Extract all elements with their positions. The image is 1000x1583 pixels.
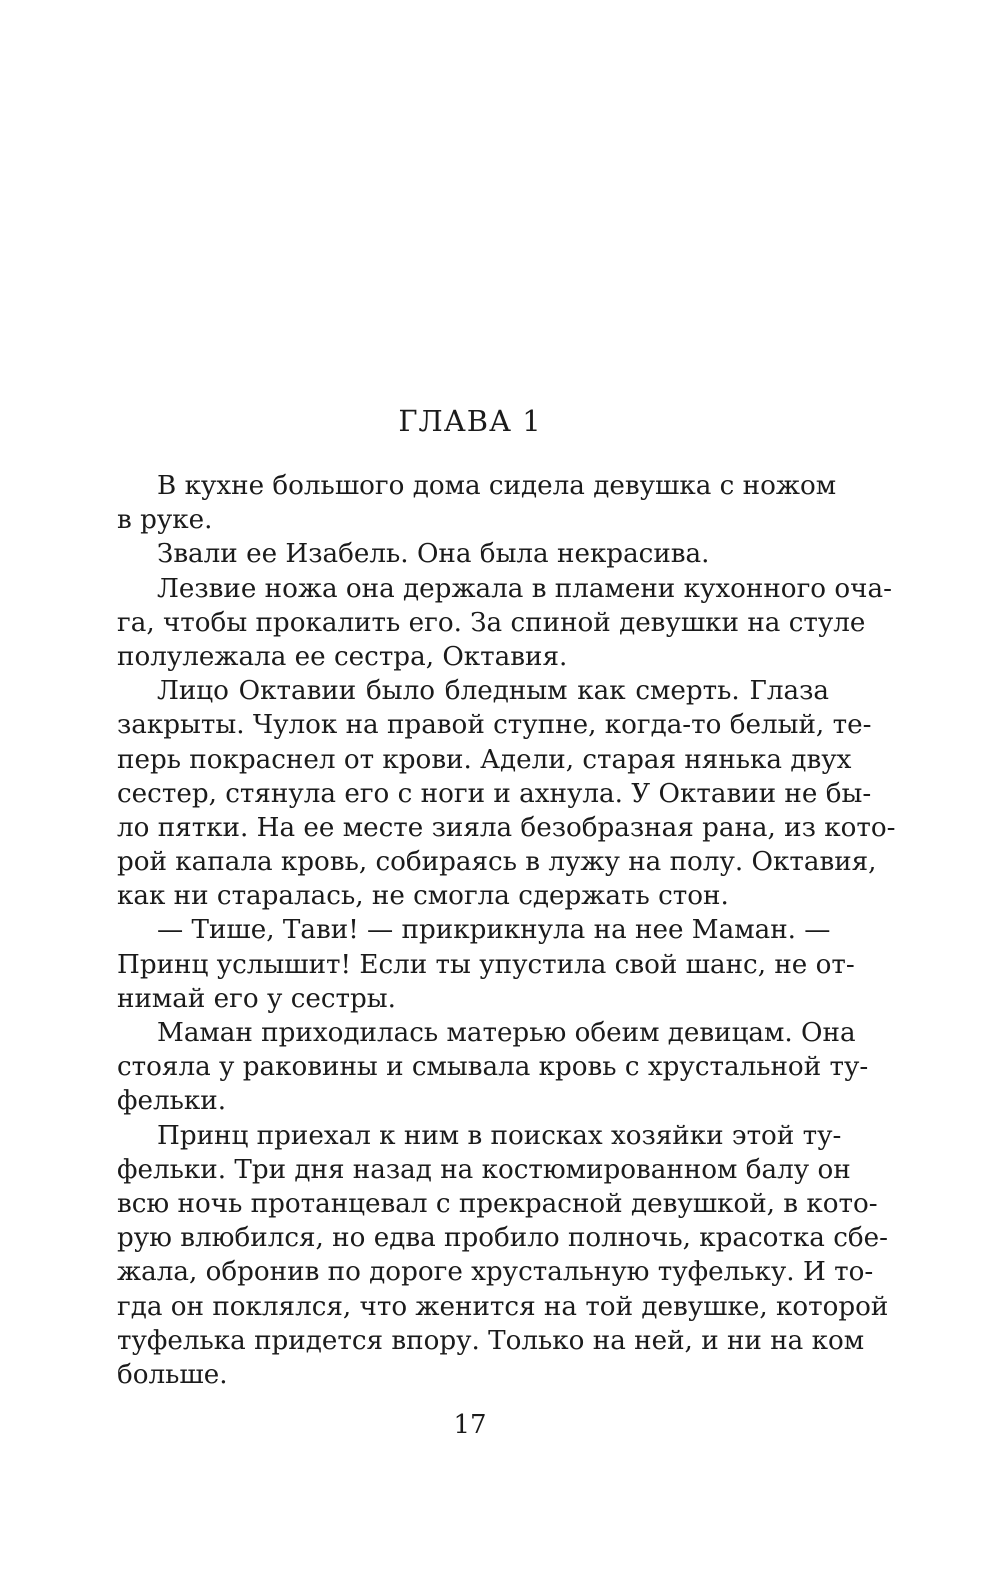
text-line: сестер, стянула его с ноги и ахнула. У Октавии не бы- (117, 778, 872, 809)
text-line: фельки. Три дня назад на костюмированном балу он (117, 1154, 851, 1185)
text-line: Лицо Октавии было бледным как смерть. Глаза (157, 676, 829, 707)
text-line: рой капала кровь, собираясь в лужу на полу. Октавия, (117, 847, 877, 878)
text-line: жала, обронив по дороге хрустальную туфельку. И то- (117, 1257, 874, 1288)
text-line: Звали ее Изабель. Она была некрасива. (157, 539, 710, 570)
text-line: Лезвие ножа она держала в пламени кухонного оча- (157, 573, 892, 604)
text-line: В кухне большого дома сидела девушка с ножом (157, 471, 837, 501)
text-line: в руке. (117, 505, 213, 536)
text-line: всю ночь протанцевал с прекрасной девушкой, в кото- (117, 1188, 878, 1219)
chapter-body (117, 469, 896, 1392)
chapter-title: ГЛАВА 1 (398, 404, 542, 438)
text-line: перь покраснел от крови. Адели, старая нянька двух (117, 744, 852, 775)
text-line: Маман приходилась матерью обеим девицам. Она (157, 1018, 856, 1048)
text-line: стояла у раковины и смывала кровь с хрустальной ту- (117, 1052, 869, 1083)
text-line: как ни старалась, не смогла сдержать стон. (117, 881, 729, 912)
text-line: туфелька придется впору. Только на ней, и ни на ком (117, 1325, 865, 1356)
text-line: нимай его у сестры. (117, 983, 396, 1014)
text-line: закрыты. Чулок на правой ступне, когда-то белый, те- (117, 710, 872, 741)
text-line: гда он поклялся, что женится на той девушке, которой (117, 1291, 889, 1322)
text-line: га, чтобы прокалить его. За спиной девушки на стуле (117, 607, 866, 638)
text-line: фельки. (117, 1086, 227, 1117)
text-line: ло пятки. На ее месте зияла безобразная рана, из кото- (117, 812, 896, 843)
text-line: — Тише, Тави! — прикрикнула на нее Маман. — (157, 915, 831, 946)
text-line: рую влюбился, но едва пробило полночь, красотка сбе- (117, 1223, 888, 1254)
page-number: 17 (453, 1410, 487, 1440)
text-line: Принц приехал к ним в поисках хозяйки этой ту- (157, 1120, 842, 1151)
text-line: полулежала ее сестра, Октавия. (117, 641, 568, 672)
text-line: больше. (117, 1359, 228, 1390)
text-line: Принц услышит! Если ты упустила свой шанс, не от- (117, 949, 855, 980)
